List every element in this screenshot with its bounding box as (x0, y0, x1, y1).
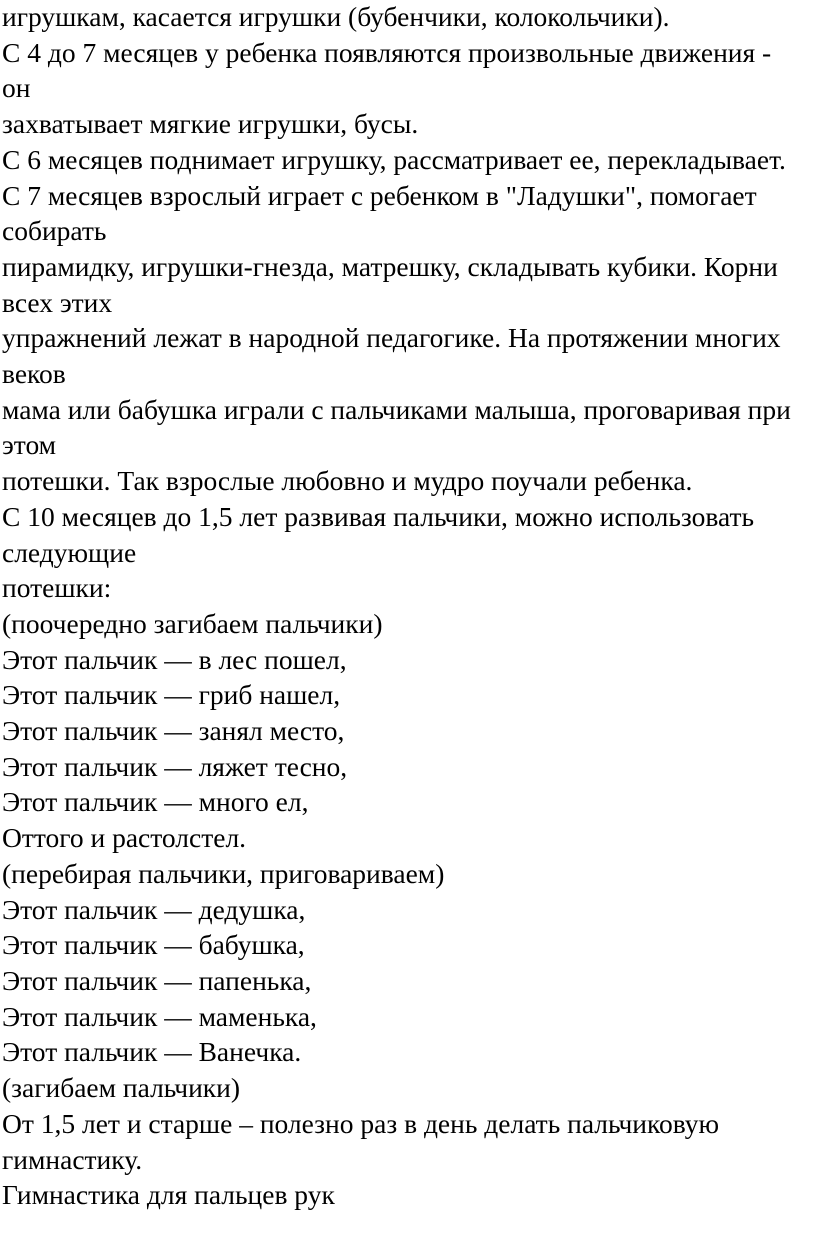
text-line: Этот пальчик — много ел, (2, 786, 309, 818)
text-line: мама или бабушка играли с пальчиками малыша, проговаривая при (2, 393, 791, 425)
text-line: С 4 до 7 месяцев у ребенка появляются произвольные движения - (2, 36, 772, 68)
text-line: Этот пальчик — Ванечка. (2, 1036, 302, 1068)
text-line: он (2, 72, 31, 104)
text-line: гимнастику. (2, 1143, 143, 1175)
text-line: пирамидку, игрушки-гнезда, матрешку, складывать кубики. Корни (2, 250, 778, 282)
text-line: Оттого и растолстел. (2, 822, 247, 854)
text-line: потешки. Так взрослые любовно и мудро поучали ребенка. (2, 465, 693, 497)
text-line: этом (2, 429, 57, 461)
text-line: (перебирая пальчики, приговариваем) (2, 857, 445, 889)
text-line: Этот пальчик — гриб нашел, (2, 679, 341, 711)
text-line: игрушкам, касается игрушки (бубенчики, колокольчики). (2, 1, 670, 32)
text-line: потешки: (2, 572, 112, 604)
text-line: Этот пальчик — папенька, (2, 964, 312, 996)
text-line: Этот пальчик — маменька, (2, 1000, 317, 1032)
text-line: Этот пальчик — дедушка, (2, 893, 306, 925)
text-line: (поочередно загибаем пальчики) (2, 607, 383, 639)
text-line: следующие (2, 536, 137, 568)
text-line: веков (2, 358, 66, 390)
text-line: С 7 месяцев взрослый играет с ребенком в "Ладушки", помогает (2, 179, 757, 211)
text-line: Этот пальчик — в лес пошел, (2, 643, 347, 675)
text-line: захватывает мягкие игрушки, бусы. (2, 108, 419, 140)
text-line: Этот пальчик — занял место, (2, 715, 345, 747)
text-line: С 6 месяцев поднимает игрушку, рассматривает ее, перекладывает. (2, 143, 786, 175)
text-line: Гимнастика для пальцев рук (2, 1179, 335, 1211)
text-line: С 10 месяцев до 1,5 лет развивая пальчики, можно использовать (2, 500, 755, 532)
text-line: (загибаем пальчики) (2, 1072, 241, 1104)
text-line: Этот пальчик — бабушка, (2, 929, 305, 961)
text-line: всех этих (2, 286, 113, 318)
text-line: собирать (2, 215, 107, 247)
text-line: От 1,5 лет и старше – полезно раз в день делать пальчиковую (2, 1107, 720, 1139)
text-line: Этот пальчик — ляжет тесно, (2, 750, 348, 782)
text-line: упражнений лежат в народной педагогике. На протяжении многих (2, 322, 781, 354)
